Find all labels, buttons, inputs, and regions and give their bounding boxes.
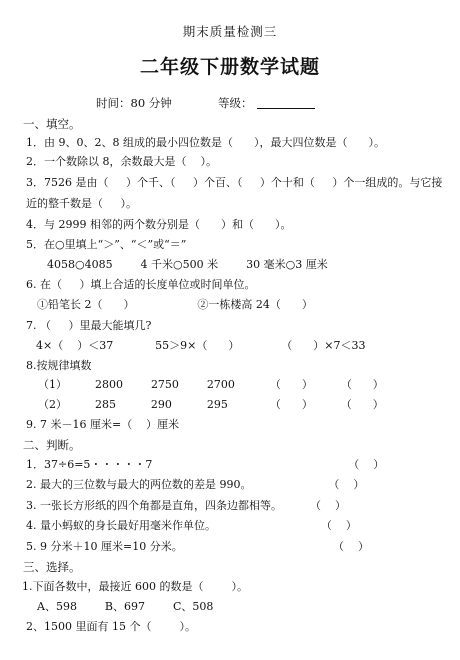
question-line: 3．7526 是由（ ）个千、（ ）个百、（ ）个十和（ ）个一组成的。与它接 [26, 176, 443, 189]
grade-label: 等级： [218, 96, 253, 110]
question-line: 2. 最大的三位数与最大的两位数的差是 990。 （ ） [26, 478, 365, 491]
time-info: 时间：80 分钟 [96, 96, 172, 110]
question-line: 4. 量小蚂蚁的身长最好用毫米作单位。 （ ） [26, 519, 357, 532]
question-line: ①铅笔长 2（ ） ②一栋楼高 24（ ） [37, 298, 313, 311]
section-heading: 一、填空。 [23, 117, 81, 131]
exam-title: 二年级下册数学试题 [139, 56, 320, 78]
question-line: 4．与 2999 相邻的两个数分别是（ ）和（ ）。 [26, 218, 292, 231]
question-line: 4058○4085 4 千米○500 米 30 毫米○3 厘米 [47, 258, 328, 271]
section-heading: 二、判断。 [23, 438, 81, 452]
question-line: 4×（ ）＜37 55＞9×（ ） （ ）×7＜33 [36, 339, 366, 352]
question-line: 5. 9 分米＋10 厘米=10 分米。 （ ） [26, 540, 370, 553]
question-line: 2、1500 里面有 15 个（ ）。 [26, 620, 196, 633]
exam-subtitle: 期末质量检测三 [182, 24, 278, 39]
question-line: A、598 B、697 C、508 [37, 600, 214, 613]
question-line: 2．一个数除以 8，余数最大是（ ）。 [26, 155, 217, 168]
question-line: 7. （ ）里最大能填几? [26, 319, 152, 332]
section-heading: 三、选择。 [23, 560, 81, 574]
question-line: 3. 一张长方形纸的四个角都是直角，四条边都相等。 （ ） [26, 499, 346, 512]
question-line: 6. 在（ ）填上合适的长度单位或时间单位。 [26, 278, 256, 291]
question-line: （2） 285 290 295 （ ） （ ） [38, 398, 384, 411]
grade-blank-line [257, 108, 315, 109]
question-line: 1.下面各数中，最接近 600 的数是（ ）。 [22, 580, 248, 593]
question-line: 1．由 9、0、2、8 组成的最小四位数是（ ），最大四位数是（ ）。 [26, 136, 385, 149]
question-line: 1．37÷6=5・・・・・7 （ ） [26, 458, 385, 471]
question-line: （1） 2800 2750 2700 （ ） （ ） [38, 378, 384, 391]
question-line: 9. 7 米－16 厘米=（ ）厘米 [26, 418, 180, 431]
question-line: 5．在○里填上“＞”、“＜”或“＝” [26, 238, 187, 251]
question-line: 8.按规律填数 [26, 359, 92, 372]
question-line: 近的整千数是（ ）。 [26, 197, 137, 210]
